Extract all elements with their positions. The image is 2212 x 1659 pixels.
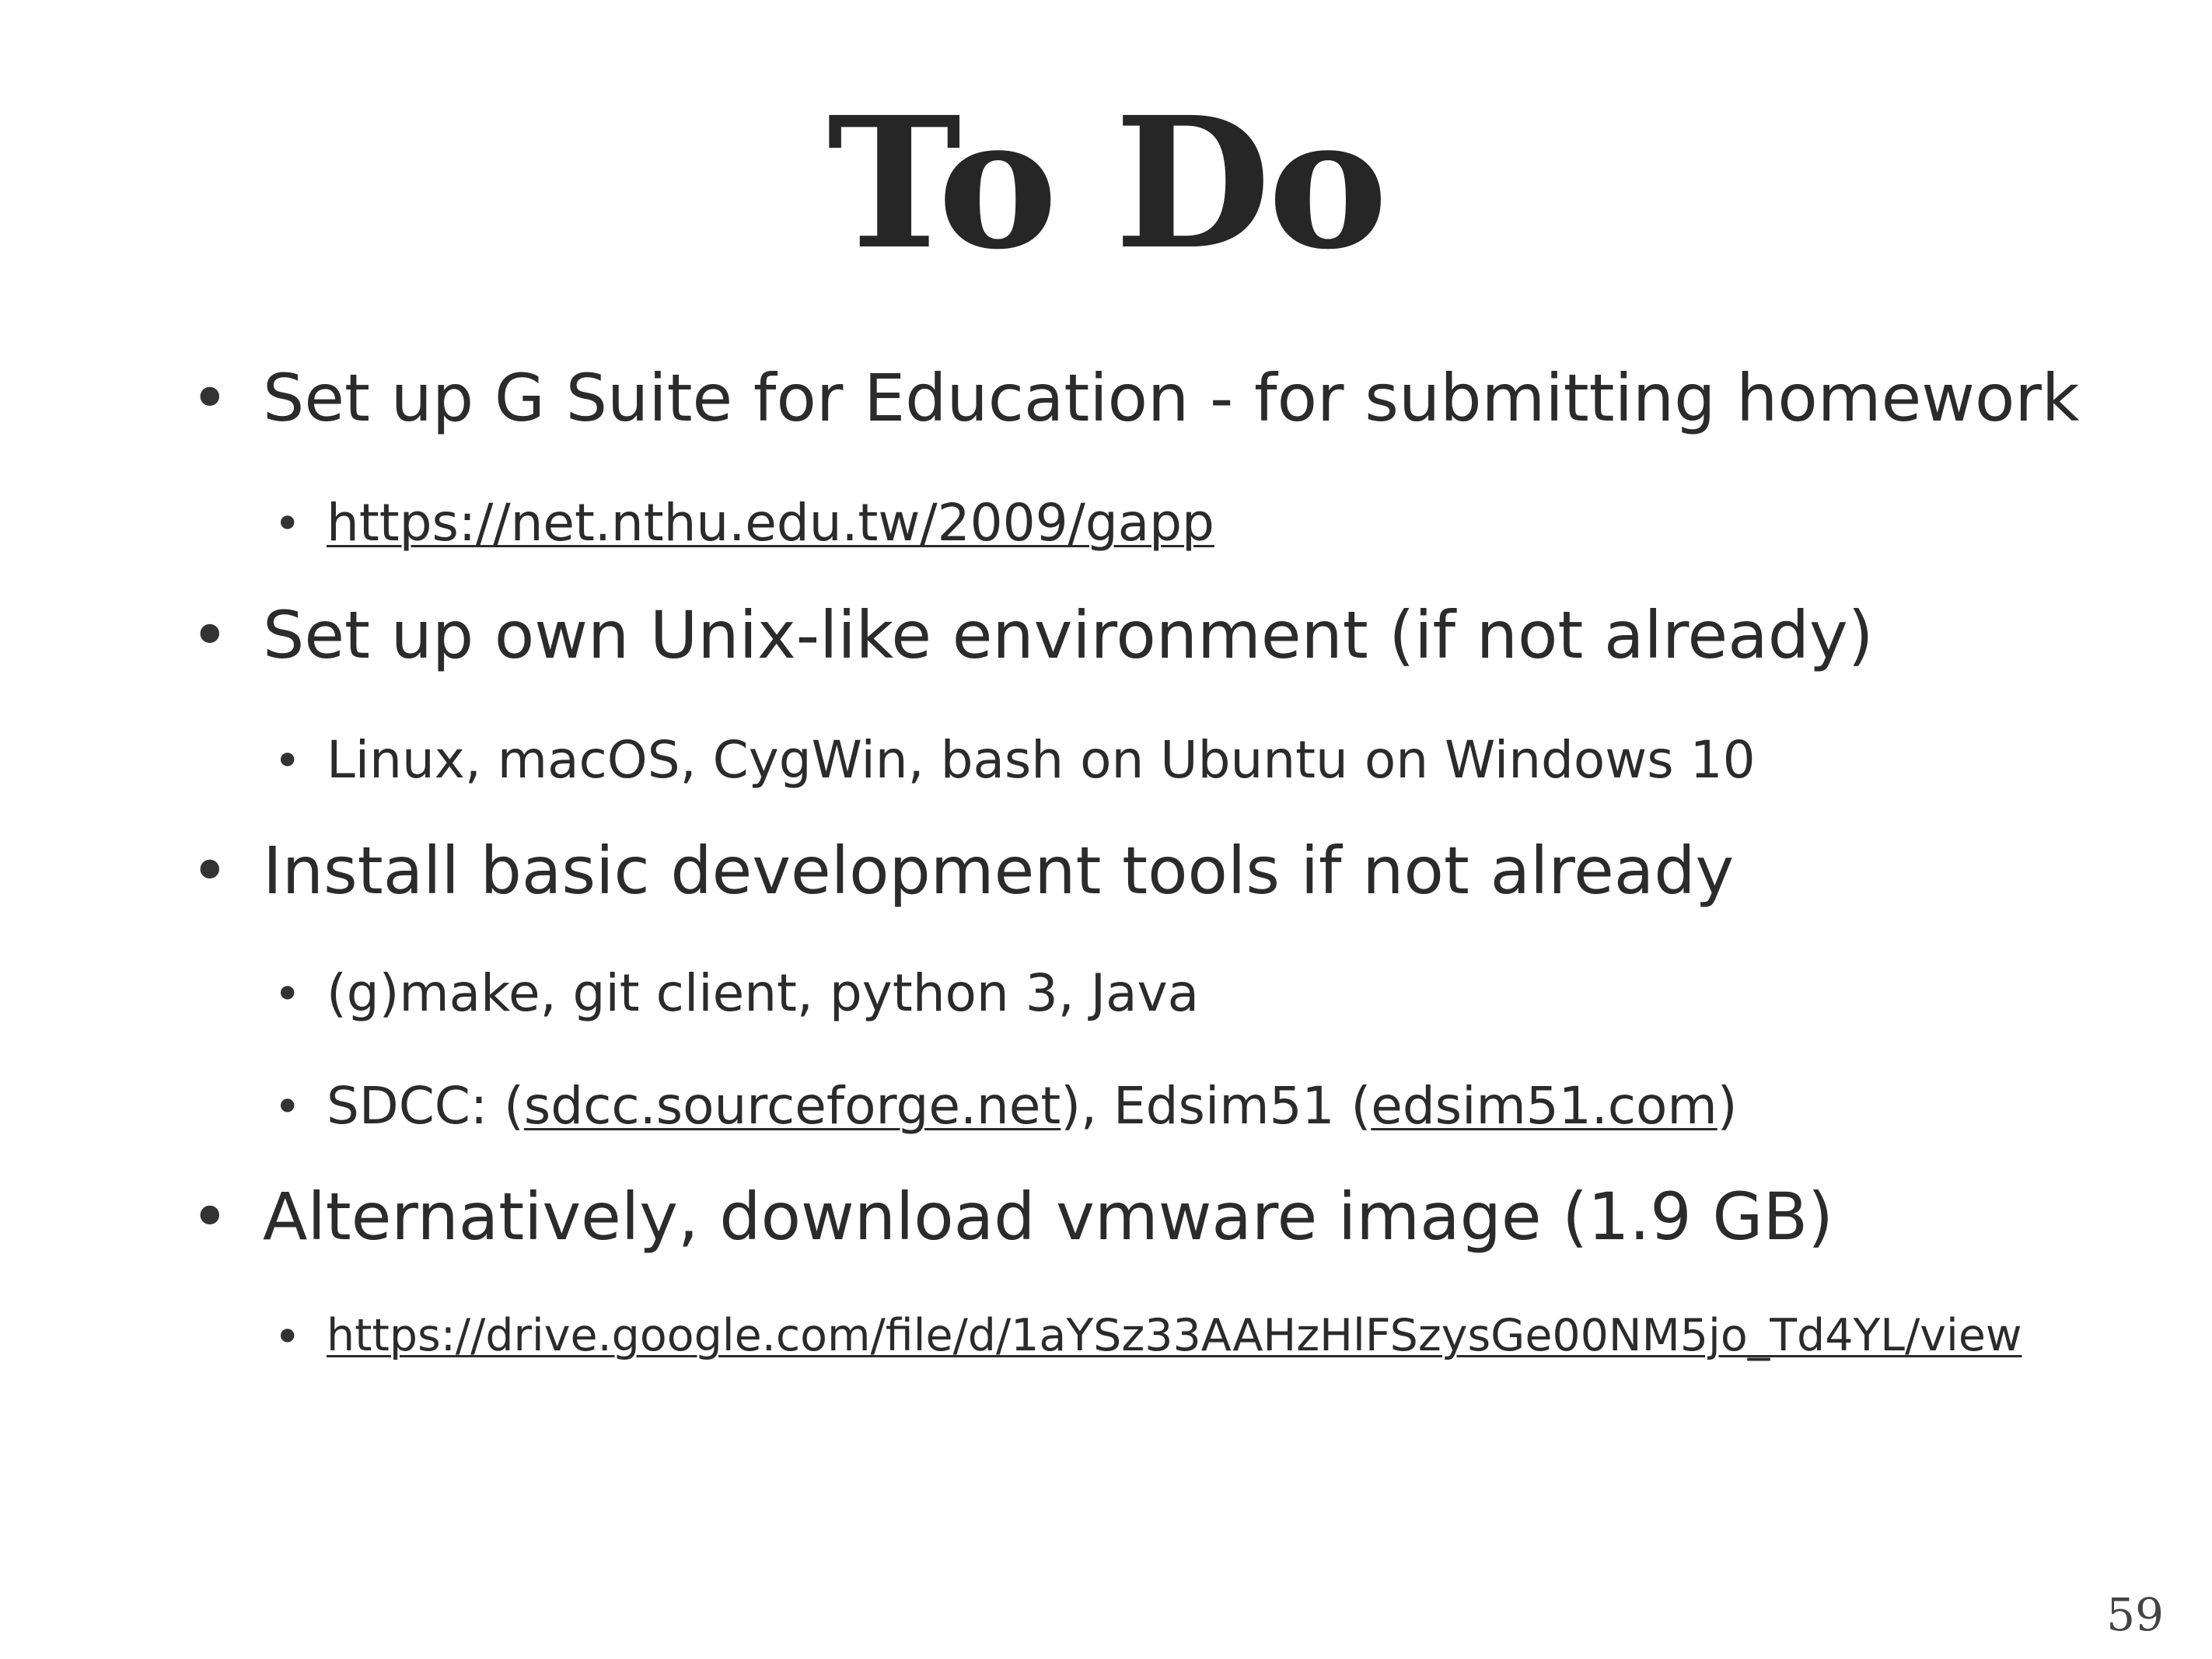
sdcc-link[interactable]: sdcc.sourceforge.net xyxy=(523,1076,1061,1136)
list-item-text: Install basic development tools if not already xyxy=(263,833,1735,909)
vmware-image-link[interactable]: https://drive.google.com/file/d/1aYSz33AAHzHlFSzysGe00NM5jo_Td4YL/view xyxy=(327,1310,2022,1361)
list-item-text: Set up G Suite for Education - for submitting homework xyxy=(263,360,2080,436)
bullet-icon: • xyxy=(190,1179,229,1255)
bullet-icon: • xyxy=(274,734,302,788)
slide-title: To Do xyxy=(826,77,1386,289)
list-item-text: (g)make, git client, python 3, Java xyxy=(327,963,1200,1023)
bullet-icon: • xyxy=(274,497,302,551)
bullet-icon: • xyxy=(190,597,229,673)
edsim51-link[interactable]: edsim51.com xyxy=(1371,1076,1718,1136)
bullet-icon: • xyxy=(274,1080,302,1134)
page-number: 59 xyxy=(2106,1588,2164,1641)
list-item-text: Alternatively, download vmware image (1.9 GB) xyxy=(263,1179,1833,1255)
list-item-text: Set up own Unix-like environment (if not already) xyxy=(263,597,1874,673)
bullet-icon: • xyxy=(274,967,302,1022)
bullet-icon: • xyxy=(190,833,229,909)
gapp-link[interactable]: https://net.nthu.edu.tw/2009/gapp xyxy=(327,493,1214,553)
sdcc-middle: ), Edsim51 ( xyxy=(1061,1076,1372,1136)
sdcc-suffix: ) xyxy=(1717,1076,1738,1136)
bullet-icon: • xyxy=(274,1310,302,1364)
bullet-icon: • xyxy=(190,360,229,436)
list-item-text: Linux, macOS, CygWin, bash on Ubuntu on Windows 10 xyxy=(327,730,1756,790)
sdcc-prefix: SDCC: ( xyxy=(327,1076,524,1136)
